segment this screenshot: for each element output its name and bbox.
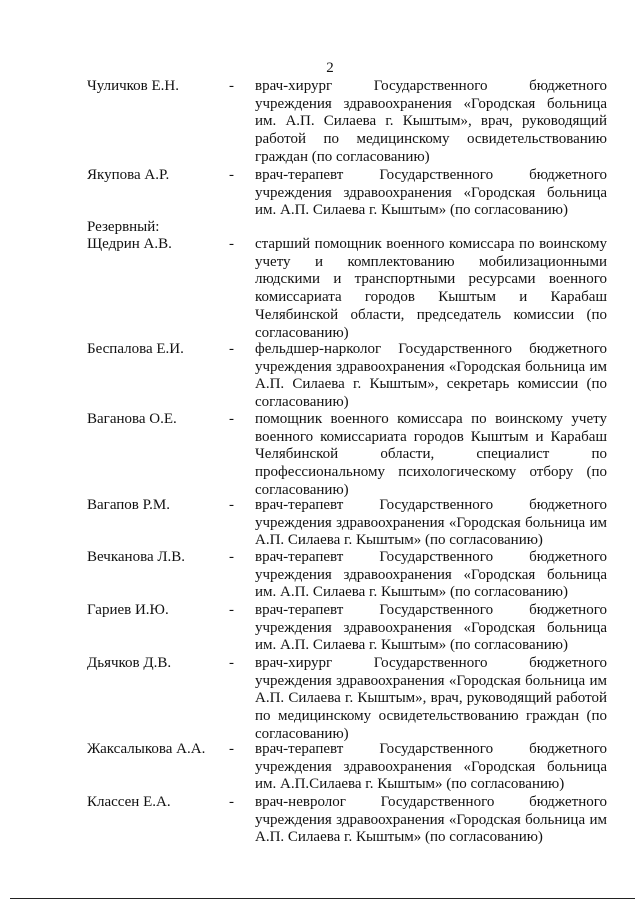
dash-separator: -	[229, 167, 234, 183]
dash-separator: -	[229, 602, 234, 618]
member-name: Вагапов Р.М.	[87, 497, 170, 513]
dash-separator: -	[229, 341, 234, 357]
member-description: врач-невролог Государственного бюджетного учреждения здравоохранения «Городская больница им А.П. Силаева г. Кыштым» (по согласованию)	[255, 794, 607, 846]
member-description: врач-терапевт Государственного бюджетного учреждения здравоохранения «Городская больница им. А.П. Силаева г. Кыштым» (по согласованию)	[255, 167, 607, 219]
dash-separator: -	[229, 411, 234, 427]
dash-separator: -	[229, 741, 234, 757]
dash-separator: -	[229, 549, 234, 565]
member-description: фельдшер-нарколог Государственного бюджетного учреждения здравоохранения «Городская больница им А.П. Силаева г. Кыштым», секретарь комиссии (по согласованию)	[255, 341, 607, 411]
page-number: 2	[326, 60, 334, 76]
member-description: врач-терапевт Государственного бюджетного учреждения здравоохранения «Городская больница им. А.П. Силаева г. Кыштым» (по согласованию)	[255, 549, 607, 601]
page-bottom-rule	[10, 898, 635, 899]
member-name: Вечканова Л.В.	[87, 549, 186, 565]
member-description: врач-хирург Государственного бюджетного учреждения здравоохранения «Городская больница им. А.П. Силаева г. Кыштым», врач, руководящий работой по медицинскому освидетельствованию граждан (по согласованию)	[255, 78, 607, 165]
dash-separator: -	[229, 655, 234, 671]
member-description: врач-терапевт Государственного бюджетного учреждения здравоохранения «Городская больница им. А.П.Силаева г. Кыштым» (по согласованию)	[255, 741, 607, 793]
dash-separator: -	[229, 794, 234, 810]
dash-separator: -	[229, 497, 234, 513]
member-name: Беспалова Е.И.	[87, 341, 184, 357]
member-name: Классен Е.А.	[87, 794, 171, 810]
member-name: Гариев И.Ю.	[87, 602, 169, 618]
dash-separator: -	[229, 236, 234, 252]
member-name: Жаксалыкова А.А.	[87, 741, 206, 757]
member-name: Щедрин А.В.	[87, 236, 172, 252]
member-description: старший помощник военного комиссара по воинскому учету и комплектованию мобилизационными людскими и транспортными ресурсами военного комиссариата городов Кыштым и Карабаш Челябинской области, председатель комиссии (по согласованию)	[255, 236, 607, 341]
member-description: помощник военного комиссара по воинскому учету военного комиссариата городов Кыштым и Карабаш Челябинской области, специалист по профессиональному психологическому отбору (по согласованию)	[255, 411, 607, 498]
member-description: врач-терапевт Государственного бюджетного учреждения здравоохранения «Городская больница им А.П. Силаева г. Кыштым» (по согласованию)	[255, 497, 607, 549]
member-description: врач-терапевт Государственного бюджетного учреждения здравоохранения «Городская больница им. А.П. Силаева г. Кыштым» (по согласованию)	[255, 602, 607, 654]
member-name: Чуличков Е.Н.	[87, 78, 179, 94]
member-name: Ваганова О.Е.	[87, 411, 177, 427]
member-name: Дьячков Д.В.	[87, 655, 172, 671]
reserve-section-label: Резервный:	[87, 219, 160, 235]
member-description: врач-хирург Государственного бюджетного учреждения здравоохранения «Городская больница им А.П. Силаева г. Кыштым», врач, руководящий работой по медицинскому освидетельствованию граждан (по согласованию)	[255, 655, 607, 742]
dash-separator: -	[229, 78, 234, 94]
member-name: Якупова А.Р.	[87, 167, 170, 183]
